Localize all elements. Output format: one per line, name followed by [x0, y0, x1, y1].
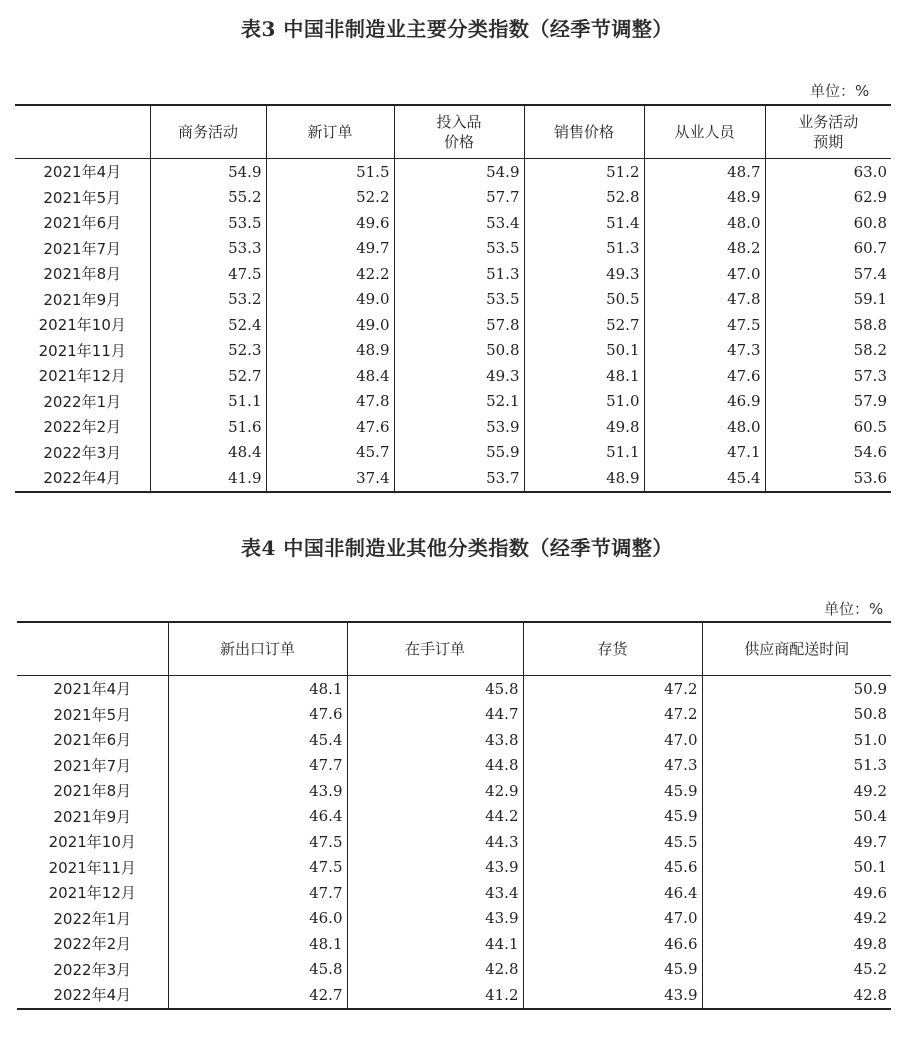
table3-header-input-prices — [394, 105, 524, 159]
table-cell: 50.8 — [394, 338, 524, 364]
table-cell: 52.7 — [524, 312, 644, 338]
table-cell: 51.5 — [266, 159, 394, 185]
table-cell: 45.8 — [168, 957, 347, 983]
row-month-label: 2021年10月 — [38, 316, 126, 335]
table-cell: 50.5 — [524, 287, 644, 313]
table-cell: 51.3 — [702, 753, 891, 779]
row-month-label: 2022年3月 — [53, 960, 132, 979]
table-cell: 49.3 — [524, 261, 644, 287]
table4-header-supplier-delivery-time — [702, 622, 891, 676]
row-month-label: 2021年10月 — [48, 833, 136, 852]
table-cell: 50.1 — [524, 338, 644, 364]
table-cell: 43.9 — [168, 778, 347, 804]
table-cell: 41.9 — [150, 465, 266, 492]
table-cell: 52.7 — [150, 363, 266, 389]
table-cell: 37.4 — [266, 465, 394, 492]
table-cell: 53.4 — [394, 210, 524, 236]
row-month-label: 2022年4月 — [17, 982, 168, 1009]
table3-header-sales-prices — [524, 105, 644, 159]
table-row — [17, 702, 891, 728]
table-cell: 48.4 — [150, 440, 266, 466]
table4-unit-label: 单位：% — [824, 600, 884, 618]
table-row — [17, 906, 891, 932]
row-month-label: 2021年6月 — [43, 214, 122, 233]
row-month-label: 2021年9月 — [43, 290, 122, 309]
table-cell: 53.5 — [394, 236, 524, 262]
table-cell: 42.2 — [266, 261, 394, 287]
table-cell: 46.0 — [168, 906, 347, 932]
table-cell: 50.9 — [702, 676, 891, 702]
table-cell: 57.9 — [765, 389, 891, 415]
table3 — [15, 104, 891, 493]
table-cell: 47.5 — [150, 261, 266, 287]
table-cell: 51.6 — [150, 414, 266, 440]
table-row — [17, 957, 891, 983]
table-cell: 53.7 — [394, 465, 524, 492]
row-month-label: 2021年5月 — [53, 705, 132, 724]
table-row — [17, 829, 891, 855]
header-label: 供应商配送时间 — [744, 640, 850, 658]
table-cell: 47.6 — [266, 414, 394, 440]
table-cell: 45.7 — [266, 440, 394, 466]
row-month-label: 2021年4月 — [53, 680, 132, 699]
row-month-label: 2022年1月 — [53, 909, 132, 928]
header-label: 存货 — [597, 640, 628, 658]
table-cell: 49.2 — [702, 778, 891, 804]
table-cell: 48.2 — [644, 236, 765, 262]
header-label: 从业人员 — [674, 123, 735, 141]
table-cell: 51.4 — [524, 210, 644, 236]
table-cell: 48.1 — [168, 676, 347, 702]
table-cell: 45.9 — [523, 804, 702, 830]
table-cell: 47.6 — [168, 702, 347, 728]
table-row — [15, 261, 891, 287]
table-row — [17, 727, 891, 753]
table-row — [15, 312, 891, 338]
header-label: 新出口订单 — [219, 640, 295, 658]
row-month-label: 2021年5月 — [43, 188, 122, 207]
table-cell: 47.1 — [644, 440, 765, 466]
table-cell: 53.9 — [394, 414, 524, 440]
table-cell: 47.8 — [644, 287, 765, 313]
table-cell: 49.8 — [702, 931, 891, 957]
table-cell: 43.9 — [347, 906, 523, 932]
table4-header-new-export-orders — [168, 622, 347, 676]
table-cell: 47.2 — [523, 676, 702, 702]
table-cell: 54.9 — [150, 159, 266, 185]
table-row — [17, 855, 891, 881]
table-row — [15, 465, 891, 492]
table-cell: 49.6 — [266, 210, 394, 236]
table-cell: 58.2 — [765, 338, 891, 364]
table-cell: 43.9 — [523, 982, 702, 1009]
table-cell: 51.2 — [524, 159, 644, 185]
table-cell: 44.2 — [347, 804, 523, 830]
table-cell: 49.2 — [702, 906, 891, 932]
table-row — [17, 804, 891, 830]
table-cell: 42.9 — [347, 778, 523, 804]
table-cell: 48.9 — [644, 185, 765, 211]
row-month-label: 2021年7月 — [43, 239, 122, 258]
table-cell: 58.8 — [765, 312, 891, 338]
header-label: 销售价格 — [553, 123, 614, 141]
header-label: 投入品 价格 — [436, 113, 482, 151]
table-cell: 53.3 — [150, 236, 266, 262]
table-cell: 47.5 — [168, 855, 347, 881]
table-cell: 44.3 — [347, 829, 523, 855]
header-label: 在手订单 — [404, 640, 465, 658]
table-cell: 52.3 — [150, 338, 266, 364]
table-cell: 48.1 — [168, 931, 347, 957]
table-cell: 49.3 — [394, 363, 524, 389]
table-cell: 48.9 — [524, 465, 644, 492]
table-cell: 47.3 — [644, 338, 765, 364]
table-cell: 48.7 — [644, 159, 765, 185]
table-cell: 41.2 — [347, 982, 523, 1009]
table-cell: 57.4 — [765, 261, 891, 287]
row-month-label: 2022年3月 — [43, 443, 122, 462]
table-cell: 60.8 — [765, 210, 891, 236]
table-cell: 42.7 — [168, 982, 347, 1009]
table3-header-business-activity — [150, 105, 266, 159]
row-month-label: 2021年8月 — [43, 265, 122, 284]
row-month-label: 2022年1月 — [43, 392, 122, 411]
table-cell: 45.4 — [168, 727, 347, 753]
table-cell: 48.9 — [266, 338, 394, 364]
table-cell: 43.8 — [347, 727, 523, 753]
table-cell: 53.5 — [150, 210, 266, 236]
table-cell: 45.6 — [523, 855, 702, 881]
table-cell: 45.9 — [523, 957, 702, 983]
table-row — [15, 287, 891, 313]
table-cell: 52.4 — [150, 312, 266, 338]
table3-unit-label: 单位：% — [810, 82, 870, 100]
table-cell: 52.2 — [266, 185, 394, 211]
table4-header-row — [17, 622, 891, 676]
table-cell: 51.1 — [150, 389, 266, 415]
header-label: 新订单 — [307, 123, 353, 141]
table3-header-row — [15, 105, 891, 159]
header-label: 商务活动 — [177, 123, 238, 141]
table-cell: 45.8 — [347, 676, 523, 702]
table-cell: 47.7 — [168, 753, 347, 779]
table-cell: 46.4 — [168, 804, 347, 830]
table3-title: 表3 中国非制造业主要分类指数（经季节调整） — [241, 17, 673, 41]
table-row — [17, 753, 891, 779]
table-cell: 47.5 — [644, 312, 765, 338]
table-cell: 51.0 — [524, 389, 644, 415]
table-cell: 47.5 — [168, 829, 347, 855]
table4-header-month — [17, 622, 168, 676]
table4-header-backlog-orders — [347, 622, 523, 676]
table-cell: 47.6 — [644, 363, 765, 389]
table-cell: 49.8 — [524, 414, 644, 440]
table-cell: 43.4 — [347, 880, 523, 906]
table4-title: 表4 中国非制造业其他分类指数（经季节调整） — [241, 536, 673, 560]
table-row — [17, 880, 891, 906]
table-row — [15, 185, 891, 211]
table-cell: 49.0 — [266, 287, 394, 313]
table-cell: 57.8 — [394, 312, 524, 338]
table-cell: 53.5 — [394, 287, 524, 313]
table-cell: 45.9 — [523, 778, 702, 804]
table-cell: 54.6 — [765, 440, 891, 466]
table-cell: 51.3 — [394, 261, 524, 287]
table-row — [17, 931, 891, 957]
table-cell: 51.0 — [702, 727, 891, 753]
table-cell: 44.1 — [347, 931, 523, 957]
table-cell: 47.0 — [523, 906, 702, 932]
header-label: 业务活动 预期 — [798, 113, 859, 151]
table-row — [15, 389, 891, 415]
table-cell: 52.8 — [524, 185, 644, 211]
table-cell: 60.7 — [765, 236, 891, 262]
table-cell: 43.9 — [347, 855, 523, 881]
row-month-label: 2021年9月 — [53, 807, 132, 826]
table-cell: 45.4 — [644, 465, 765, 492]
table-row — [17, 778, 891, 804]
table-row — [15, 338, 891, 364]
table-row — [15, 363, 891, 389]
table-cell: 59.1 — [765, 287, 891, 313]
table-row — [15, 414, 891, 440]
table-cell: 44.8 — [347, 753, 523, 779]
table-row — [15, 210, 891, 236]
table-cell: 50.4 — [702, 804, 891, 830]
table-cell: 62.9 — [765, 185, 891, 211]
table-cell: 42.8 — [702, 982, 891, 1009]
table-cell: 44.7 — [347, 702, 523, 728]
row-month-label: 2021年12月 — [38, 367, 126, 386]
table3-header-business-expectations — [765, 105, 891, 159]
table-row — [17, 676, 891, 702]
table-cell: 52.1 — [394, 389, 524, 415]
table-cell: 46.9 — [644, 389, 765, 415]
table-cell: 48.1 — [524, 363, 644, 389]
table-row — [15, 236, 891, 262]
table-cell: 47.0 — [644, 261, 765, 287]
table-cell: 49.0 — [266, 312, 394, 338]
row-month-label: 2021年4月 — [43, 163, 122, 182]
table-row — [15, 159, 891, 185]
row-month-label: 2021年11月 — [38, 341, 126, 360]
table-cell: 49.6 — [702, 880, 891, 906]
table-cell: 63.0 — [765, 159, 891, 185]
table-cell: 49.7 — [702, 829, 891, 855]
table-cell: 55.2 — [150, 185, 266, 211]
table3-header-new-orders — [266, 105, 394, 159]
table-cell: 57.3 — [765, 363, 891, 389]
table3-header-employment — [644, 105, 765, 159]
table-cell: 60.5 — [765, 414, 891, 440]
table-cell: 53.2 — [150, 287, 266, 313]
table-cell: 46.4 — [523, 880, 702, 906]
table-row — [15, 440, 891, 466]
row-month-label: 2021年8月 — [53, 782, 132, 801]
table-cell: 57.7 — [394, 185, 524, 211]
table-cell: 48.0 — [644, 414, 765, 440]
table-cell: 49.7 — [266, 236, 394, 262]
table4 — [17, 621, 891, 1010]
table-row — [17, 982, 891, 1009]
row-month-label: 2021年11月 — [48, 858, 136, 877]
table-cell: 54.9 — [394, 159, 524, 185]
table-cell: 50.8 — [702, 702, 891, 728]
table-cell: 51.3 — [524, 236, 644, 262]
table-cell: 50.1 — [702, 855, 891, 881]
table-cell: 47.7 — [168, 880, 347, 906]
table3-header-month — [15, 105, 150, 159]
row-month-label: 2022年2月 — [43, 418, 122, 437]
table-cell: 47.8 — [266, 389, 394, 415]
row-month-label: 2021年7月 — [53, 756, 132, 775]
table-cell: 46.6 — [523, 931, 702, 957]
table-cell: 45.5 — [523, 829, 702, 855]
table-cell: 47.0 — [523, 727, 702, 753]
table-cell: 55.9 — [394, 440, 524, 466]
row-month-label: 2021年12月 — [48, 884, 136, 903]
table-cell: 53.6 — [765, 465, 891, 492]
table4-header-inventory — [523, 622, 702, 676]
table-cell: 48.4 — [266, 363, 394, 389]
table-cell: 47.2 — [523, 702, 702, 728]
row-month-label: 2022年2月 — [53, 935, 132, 954]
table-cell: 48.0 — [644, 210, 765, 236]
row-month-label: 2021年6月 — [53, 731, 132, 750]
table-cell: 47.3 — [523, 753, 702, 779]
table-cell: 45.2 — [702, 957, 891, 983]
row-month-label: 2022年4月 — [15, 465, 150, 492]
table-cell: 42.8 — [347, 957, 523, 983]
table-cell: 51.1 — [524, 440, 644, 466]
